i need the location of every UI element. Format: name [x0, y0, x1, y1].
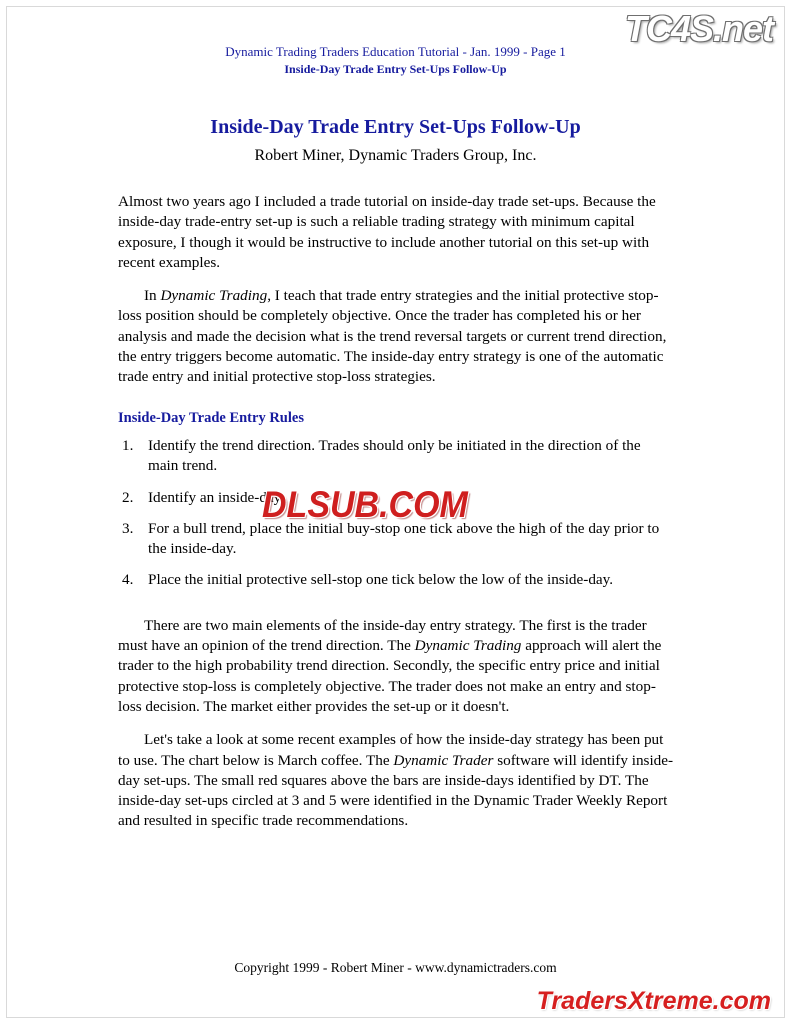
paragraph-1: Almost two years ago I included a trade tutorial on inside-day trade set-ups. Because the inside-day trade-entry set-up is such a reliable trading strategy with minimum capital exposure, I though it would be instructive to include another tutorial on this set-up with recent examples. — [118, 193, 656, 271]
list-item-number: 4. — [122, 571, 134, 589]
paragraph-2-post: , I teach that trade entry strategies and the initial protective stop-loss position should be completely objective. Once the trader has completed his or her analysis and made the decision what is the trend reversal targets or current trend direction, the entry triggers become automatic. The inside-day entry strategy is one of the automatic trade entry and initial protective stop-loss strategies. — [118, 287, 667, 386]
page-footer: Copyright 1999 - Robert Miner - www.dynamictraders.com — [234, 960, 557, 975]
header-line-1: Dynamic Trading Traders Education Tutorial - Jan. 1999 - Page 1 — [225, 44, 566, 59]
header-line-2: Inside-Day Trade Entry Set-Ups Follow-Up — [284, 62, 507, 76]
paragraph-4 — [118, 730, 674, 831]
paragraph-4-italic: Dynamic Trader — [393, 751, 494, 769]
watermark-top-right: TC4S.net — [624, 8, 773, 49]
list-item — [118, 570, 674, 590]
list-item-text: Identify the trend direction. Trades should only be initiated in the direction of the main trend. — [148, 436, 641, 475]
byline: Robert Miner, Dynamic Traders Group, Inc. — [254, 147, 537, 164]
list-item-text: For a bull trend, place the initial buy-stop one tick above the high of the day prior to the inside-day. — [148, 519, 660, 558]
list-item-text: Identify an inside-day. — [148, 488, 285, 506]
watermark-center-stamp: DLSUB.COM — [262, 484, 468, 526]
paragraph-4-post: software will identify inside-day set-ups. The small red squares above the bars are inside-days identified by DT. The inside-day set-ups circled at 3 and 5 were identified in the Dynamic Trader Weekly Report and resulted in specific trade recommendations. — [118, 751, 674, 830]
watermark-bottom-right: TradersXtreme.com — [536, 987, 771, 1015]
list-item-number: 1. — [122, 436, 134, 454]
paragraph-4-pre: Let's take a look at some recent examples of how the inside-day strategy has been put to use. The chart below is March coffee. The — [118, 731, 664, 769]
paragraph-3-post: approach will alert the trader to the high probability trend direction. Secondly, the specific entry price and initial protective stop-loss is completely objective. The trader does not make an entry and stop-loss decision. The market either provides the set-up or it doesn't. — [118, 637, 662, 715]
list-item — [118, 436, 674, 477]
list-item-number: 3. — [122, 519, 134, 537]
list-item-number: 2. — [122, 488, 134, 506]
paragraph-3-pre: There are two main elements of the inside-day entry strategy. The first is the trader must have an opinion of the trend direction. The — [118, 616, 647, 655]
paragraph-2-italic: Dynamic Trading — [160, 287, 268, 305]
list-item-text: Place the initial protective sell-stop one tick below the low of the inside-day. — [148, 571, 614, 589]
paragraph-3 — [118, 616, 674, 717]
paragraph-2 — [118, 286, 674, 387]
page-title: Inside-Day Trade Entry Set-Ups Follow-Up — [210, 116, 581, 138]
paragraph-2-pre: In — [144, 287, 161, 305]
spacer — [118, 602, 674, 616]
paragraph-3-italic: Dynamic Trading — [414, 637, 522, 655]
rules-heading: Inside-Day Trade Entry Rules — [118, 409, 304, 426]
